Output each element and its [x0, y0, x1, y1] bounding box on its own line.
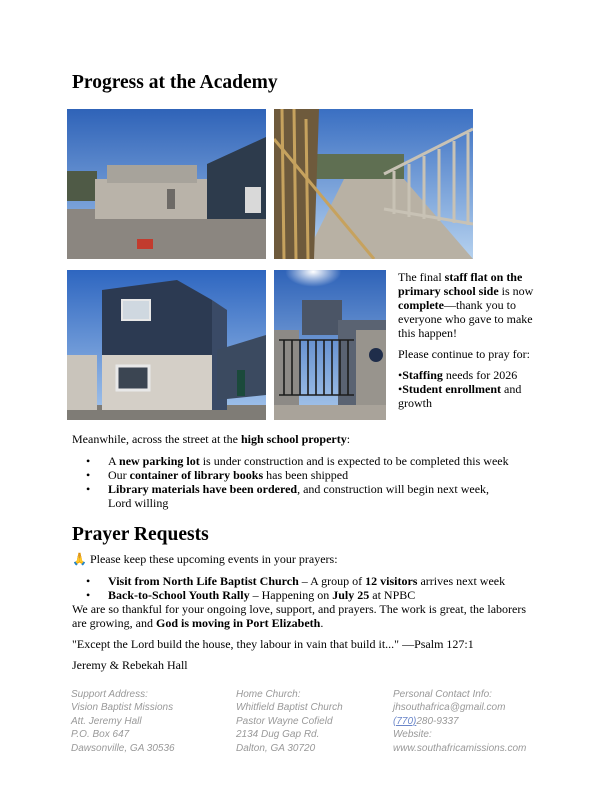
- website-link[interactable]: www.southafricamissions.com: [393, 742, 527, 754]
- high-school-list: [72, 454, 532, 510]
- gate-entrance-photo: [274, 270, 386, 420]
- balcony-railing-photo: [274, 109, 473, 259]
- pray-for-label: Please continue to pray for:: [398, 347, 530, 361]
- staff-flat-update: [398, 270, 540, 410]
- phone-number[interactable]: (770)280-9337: [393, 715, 459, 727]
- list-item: • Library materials have been ordered, and construction will begin next week, Lord willing: [72, 482, 532, 510]
- list-item: • A new parking lot is under construction and is expected to be completed this week: [72, 454, 532, 468]
- list-item: • Our container of library books has been shipped: [72, 468, 532, 482]
- support-address: Support Address: Vision Baptist Missions Att. Jeremy Hall P.O. Box 647 Dawsonville, GA 30536: [71, 689, 175, 754]
- construction-yard-photo: [67, 109, 266, 259]
- email-link[interactable]: jhsouthafrica@gmail.com: [393, 702, 506, 714]
- section-heading-prayer: Prayer Requests: [72, 524, 209, 545]
- contact-info: Personal Contact Info: jhsouthafrica@gmail.com (770)280-9337 Website: www.southafricamissions.com: [393, 689, 527, 754]
- thanks-paragraph: We are so thankful for your ongoing love, support, and prayers. The work is great, the laborers are growing, and God is moving in Port Elizabeth.: [72, 602, 527, 630]
- prayer-list: [72, 574, 532, 602]
- list-item: • Visit from North Life Baptist Church – A group of 12 visitors arrives next week: [72, 574, 532, 588]
- praying-hands-icon: 🙏: [72, 552, 87, 566]
- prayer-intro: 🙏 Please keep these upcoming events in your prayers:: [72, 552, 338, 566]
- prayer-need-item: •Staffing needs for 2026: [398, 368, 518, 382]
- high-school-intro: Meanwhile, across the street at the high school property:: [72, 432, 351, 446]
- scripture-verse: "Except the Lord build the house, they labour in vain that build it..." —Psalm 127:1: [72, 637, 474, 651]
- staff-flat-building-photo: [67, 270, 266, 420]
- section-heading-academy: Progress at the Academy: [72, 72, 278, 93]
- home-church: Home Church: Whitfield Baptist Church Pastor Wayne Cofield 2134 Dug Gap Rd. Dalton, GA 30720: [236, 689, 343, 754]
- staff-flat-paragraph: The final staff flat on the primary school side is now complete—thank you to everyone who gave to make this happen!: [398, 270, 534, 340]
- list-item: • Back-to-School Youth Rally – Happening on July 25 at NPBC: [72, 588, 532, 602]
- prayer-need-item: •Student enrollment and growth: [398, 382, 522, 410]
- signature: Jeremy & Rebekah Hall: [72, 658, 188, 672]
